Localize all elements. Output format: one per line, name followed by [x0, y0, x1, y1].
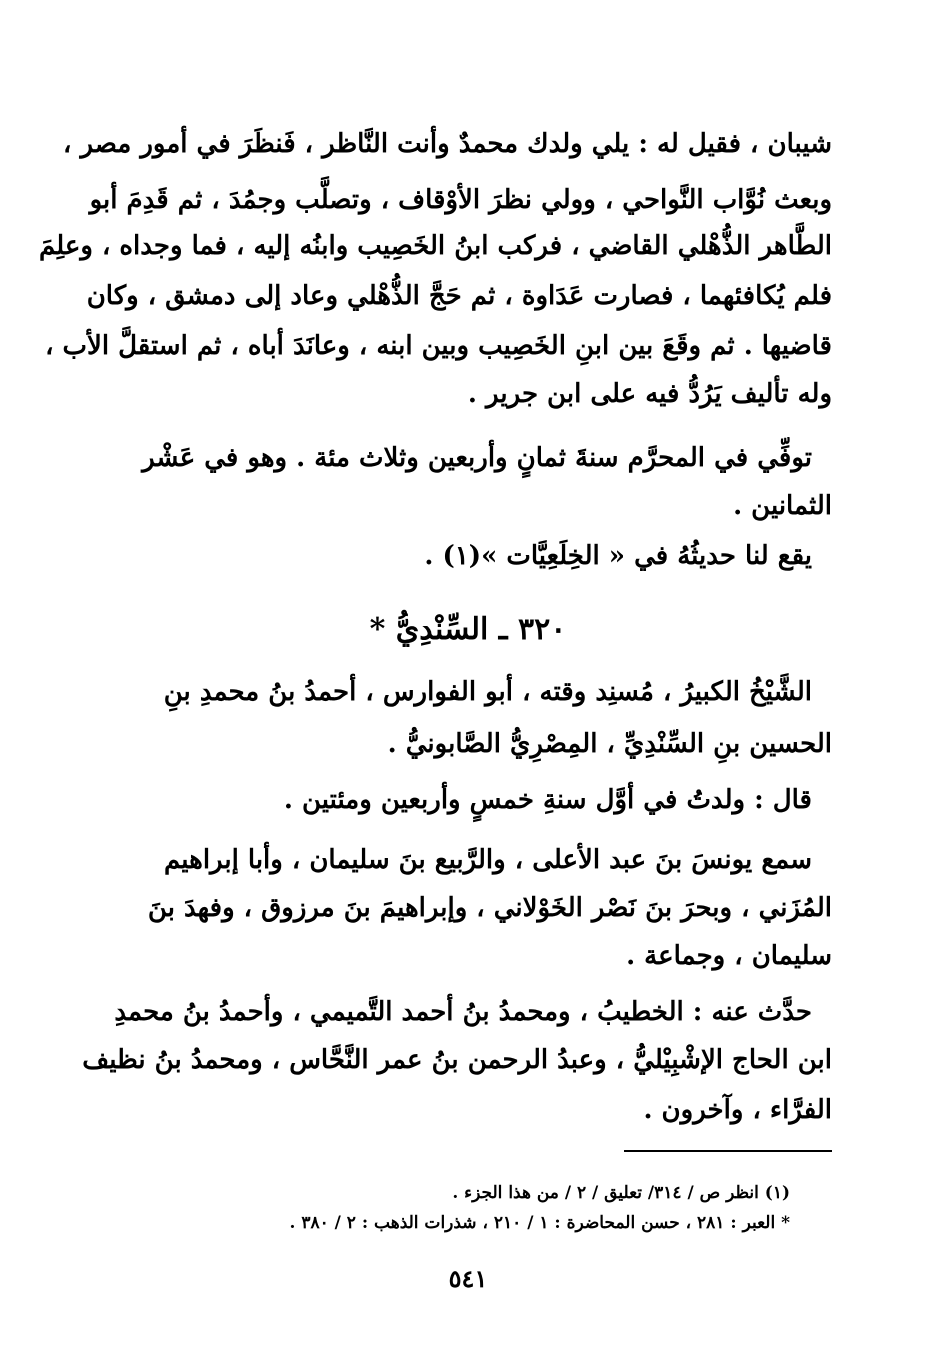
- page-number: ٥٤١: [448, 1264, 488, 1293]
- text-line: سمع يونسَ بنَ عبد الأعلى ، والرَّبيع بنَ سليمان ، وأبا إبراهيم: [163, 845, 812, 875]
- text-line: فلم يُكافئهما ، فصارت عَدَاوة ، ثم حَجَّ الذُّهْلي وعاد إلى دمشق ، وكان: [86, 281, 832, 311]
- text-line: سليمان ، وجماعة .: [626, 941, 832, 971]
- text-line: يقع لنا حديثُهُ في « الخِلَعِيَّات »(١) .: [424, 541, 812, 571]
- text-line: الحسين بنِ السِّنْدِيِّ ، المِصْرِيُّ الصَّابونيُّ .: [387, 729, 832, 759]
- footnote-divider: [624, 1150, 832, 1152]
- text-line: الشَّيْخُ الكبيرُ ، مُسنِد وقته ، أبو الفوارس ، أحمدُ بنُ محمدِ بنِ: [163, 677, 812, 707]
- footnote: * العبر : ٢٨١ ، حسن المحاضرة : ١ / ٢١٠ ، شذرات الذهب : ٢ / ٣٨٠ .: [289, 1213, 790, 1233]
- text-line: شيبان ، فقيل له : يلي ولدك محمدٌ وأنت النَّاظر ، فَنظَرَ في أمور مصر ،: [63, 129, 832, 159]
- text-line: ابن الحاج الإشْبِيْليُّ ، وعبدُ الرحمن بنُ عمر النَّحَّاس ، ومحمدُ بنُ نظيف: [82, 1045, 832, 1075]
- text-line: الفرَّاء ، وآخرون .: [643, 1095, 832, 1125]
- text-line: قاضيها . ثم وقَعَ بين ابنِ الخَصِيب وبين ابنه ، وعانَدَ أباه ، ثم استقلَّ الأب ،: [45, 331, 832, 361]
- entry-heading: ٣٢٠ ـ السِّنْدِيُّ *: [369, 612, 567, 647]
- text-line: وله تأليف يَرُدُّ فيه على ابن جرير .: [467, 379, 832, 409]
- footnote: (١) انظر ص / ٣١٤/ تعليق / ٢ / من هذا الجزء .: [452, 1183, 790, 1203]
- text-line: توفِّي في المحرَّم سنةَ ثمانٍ وأربعين وثلاث مئة . وهو في عَشْر: [142, 443, 812, 473]
- text-line: وبعث نُوَّاب النَّواحي ، وولي نظرَ الأوْقاف ، وتصلَّب وجمُدَ ، ثم قَدِمَ أبو: [89, 185, 832, 215]
- text-line: الثمانين .: [733, 491, 832, 521]
- text-line: الطَّاهر الذُّهْلي القاضي ، فركب ابنُ الخَصِيب وابنُه إليه ، فما وجداه ، وعلِمَ: [38, 231, 832, 261]
- text-line: حدَّث عنه : الخطيبُ ، ومحمدُ بنُ أحمد التَّميمي ، وأحمدُ بنُ محمدِ: [114, 997, 812, 1027]
- text-line: قال : ولدتُ في أوَّل سنةِ خمسٍ وأربعين ومئتين .: [283, 785, 812, 815]
- text-line: المُزَني ، وبحرَ بنَ نَصْر الخَوْلاني ، وإبراهيمَ بنَ مرزوق ، وفهدَ بنَ: [147, 893, 832, 923]
